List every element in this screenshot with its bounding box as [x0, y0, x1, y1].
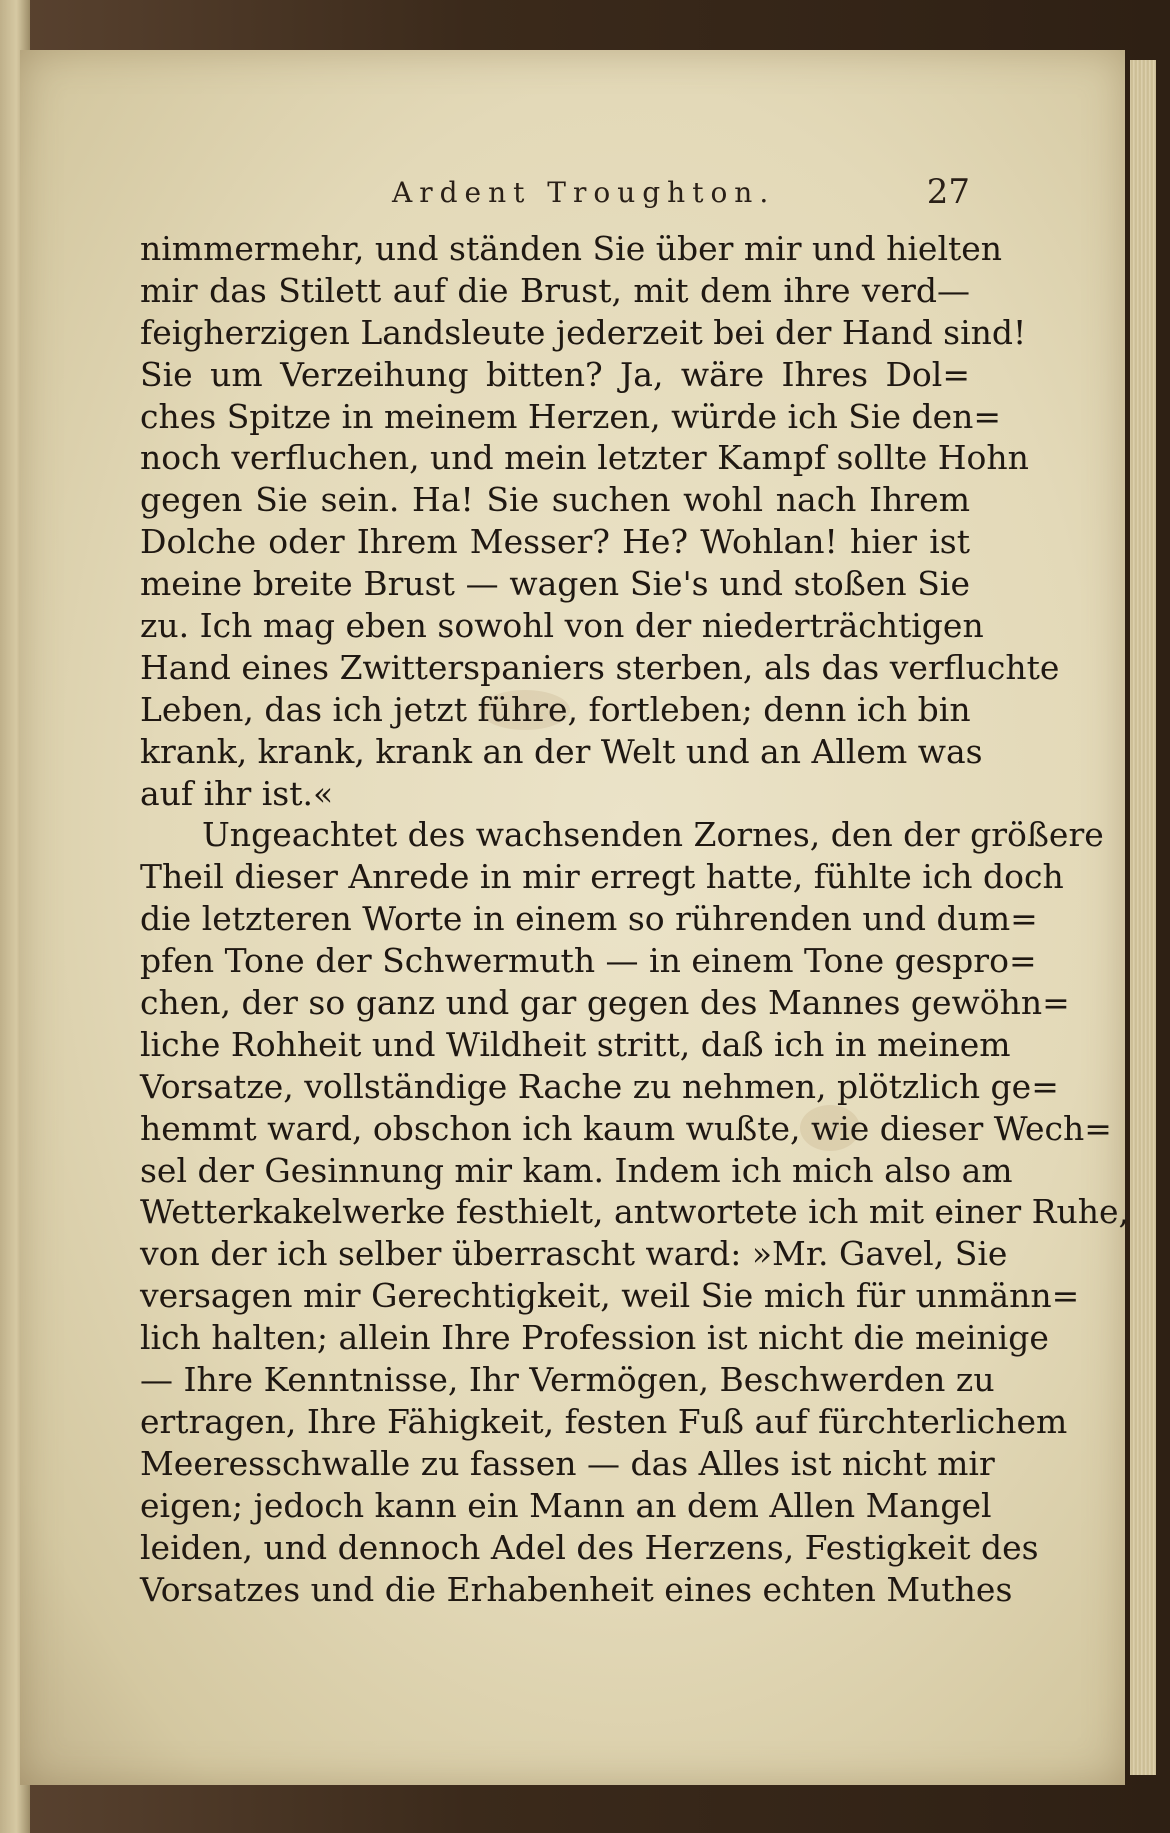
text-line: lich halten; allein Ihre Profession ist nicht die meinige [140, 1318, 1049, 1358]
page-number: 27 [926, 172, 970, 212]
text-line: Theil dieser Anrede in mir erregt hatte, fühlte ich doch [140, 857, 1064, 897]
text-line: ertragen, Ihre Fähigkeit, festen Fuß auf fürchterlichem [140, 1401, 1068, 1441]
text-line: noch verfluchen, und mein letzter Kampf sollte Hohn [140, 438, 1029, 478]
text-line: Dolche oder Ihrem Messer? He? Wohlan! hier ist [140, 522, 970, 562]
body-text [140, 228, 1130, 1610]
text-line: gegen Sie sein. Ha! Sie suchen wohl nach Ihrem [140, 480, 970, 520]
text-line: Wetterkakelwerke festhielt, antwortete ich mit einer Ruhe, [140, 1192, 1130, 1232]
text-line: nimmermehr, und ständen Sie über mir und hielten [140, 229, 1003, 268]
text-line: eigen; jedoch kann ein Mann an dem Allen Mangel [140, 1485, 992, 1525]
text-line: die letzteren Worte in einem so rührenden und dum= [140, 899, 1038, 939]
text-line: feigherzigen Landsleute jederzeit bei der Hand sind! [140, 312, 1027, 352]
text-line: zu. Ich mag eben sowohl von der niederträchtigen [140, 606, 984, 646]
text-line: ches Spitze in meinem Herzen, würde ich Sie den= [140, 396, 1002, 436]
text-line: Sie um Verzeihung bitten? Ja, wäre Ihres Dol= [140, 354, 970, 394]
text-line: Vorsatze, vollständige Rache zu nehmen, plötzlich ge= [140, 1066, 1059, 1106]
text-line: — Ihre Kenntnisse, Ihr Vermögen, Beschwerden zu [140, 1360, 995, 1400]
text-line: chen, der so ganz und gar gegen des Mannes gewöhn= [140, 983, 1070, 1023]
paragraph-first-line: Ungeachtet des wachsenden Zornes, den der größere [202, 815, 1104, 855]
text-line: krank, krank, krank an der Welt und an Allem was [140, 731, 983, 771]
text-line: Leben, das ich jetzt führe, fortleben; denn ich bin [140, 689, 971, 729]
running-title: Ardent Troughton. [392, 176, 776, 209]
paragraph-end-line: auf ihr ist.« [140, 773, 334, 813]
text-line: mir das Stilett auf die Brust, mit dem ihre verd— [140, 270, 970, 310]
page-header [140, 172, 970, 222]
text-line: sel der Gesinnung mir kam. Indem ich mich also am [140, 1150, 1013, 1190]
text-line: von der ich selber überrascht ward: »Mr. Gavel, Sie [140, 1234, 1008, 1274]
text-line: hemmt ward, obschon ich kaum wußte, wie dieser Wech= [140, 1108, 1112, 1148]
text-line: versagen mir Gerechtigkeit, weil Sie mich für unmänn= [140, 1276, 1080, 1316]
text-line: meine breite Brust — wagen Sie's und stoßen Sie [140, 564, 970, 604]
text-line: Vorsatzes und die Erhabenheit eines echten Muthes [140, 1569, 1013, 1609]
text-line: pfen Tone der Schwermuth — in einem Tone gespro= [140, 941, 1037, 981]
text-line: liche Rohheit und Wildheit stritt, daß ich in meinem [140, 1024, 1011, 1064]
text-line: leiden, und dennoch Adel des Herzens, Festigkeit des [140, 1527, 1039, 1567]
page-stack-edge [1130, 60, 1156, 1775]
text-line: Hand eines Zwitterspaniers sterben, als das verfluchte [140, 647, 1060, 687]
text-line: Meeresschwalle zu fassen — das Alles ist nicht mir [140, 1443, 995, 1483]
